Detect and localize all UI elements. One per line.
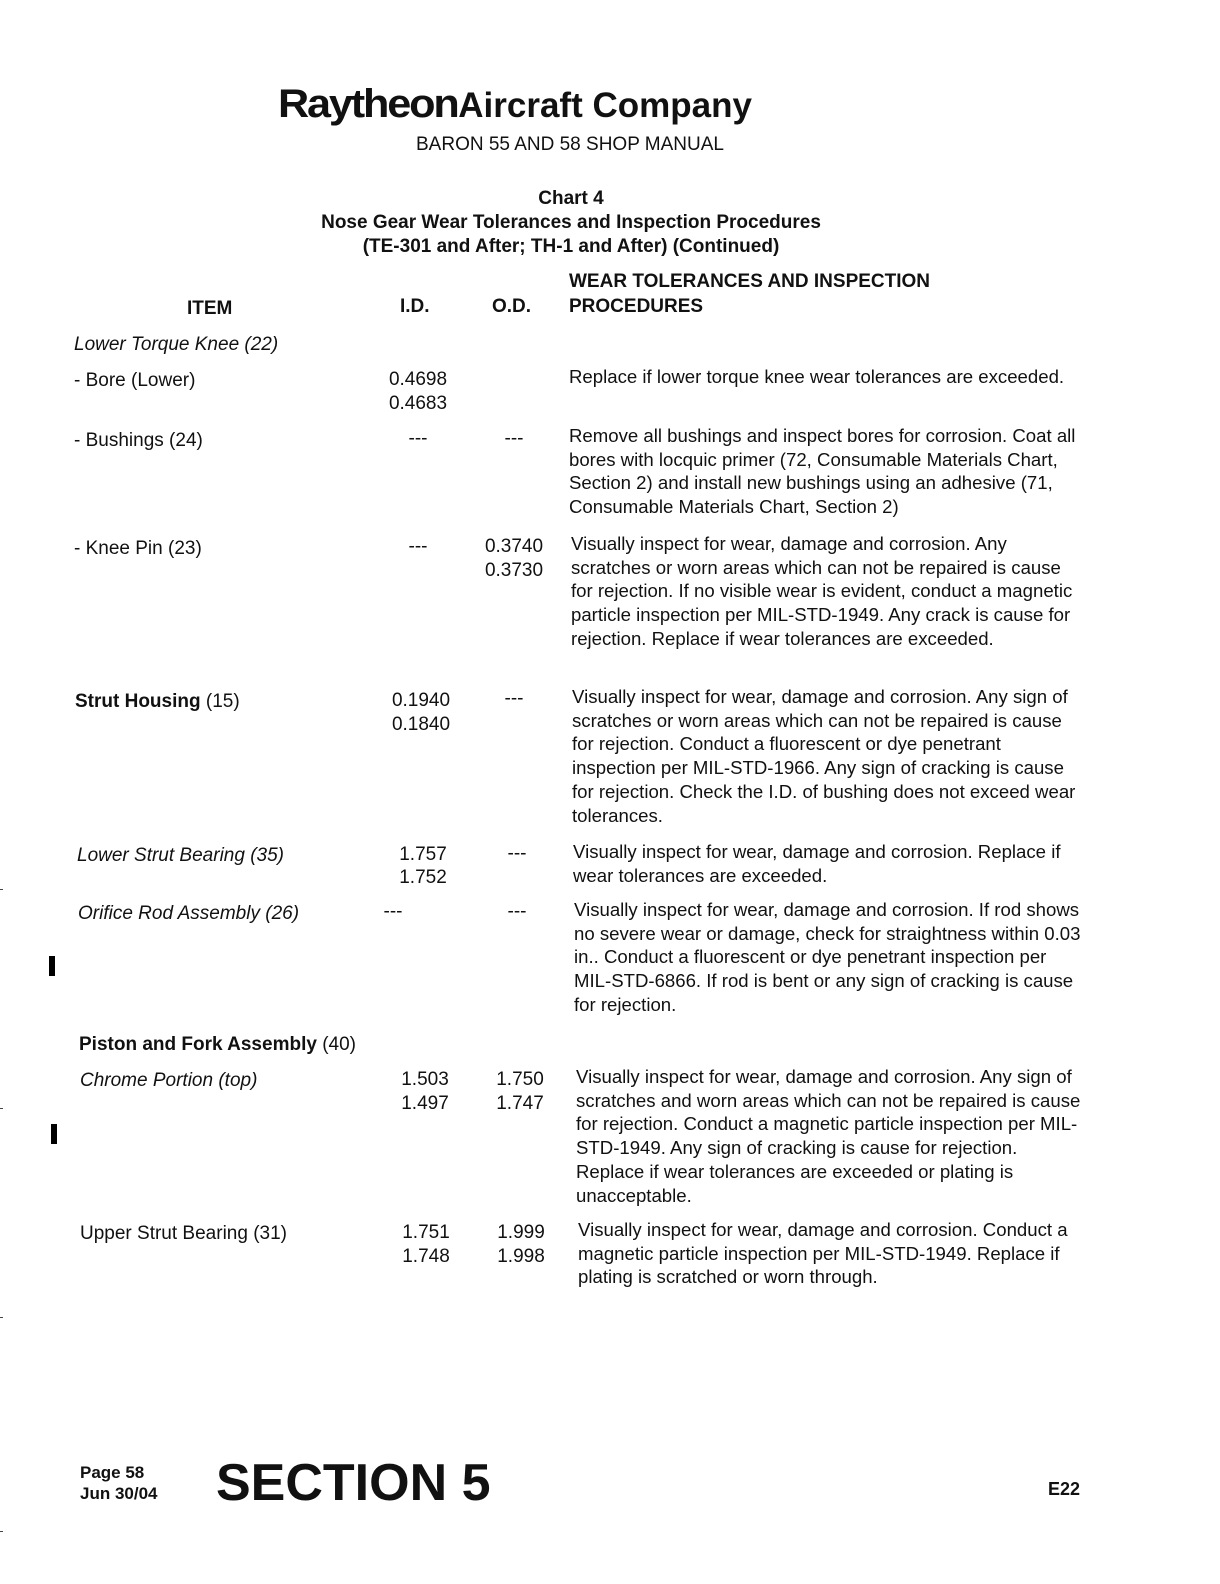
table-row-description: Visually inspect for wear, damage and corrosion. Any sign of scratches and worn areas which can not be repaired is cause for rejection. Conduct a magnetic particle inspection per MIL-STD-1949. Any sign of cracking is cause for rejection. Replace if wear tolerances are exceeded or plating is unacceptable. [576, 1066, 1081, 1206]
table-row-id-max: --- [408, 536, 428, 557]
table-row-id-max: 0.4698 [388, 369, 448, 390]
table-row-od-max: --- [504, 688, 524, 709]
column-header-id: I.D. [400, 296, 430, 317]
table-row-item: - Bore (Lower) [74, 370, 196, 391]
column-header-od: O.D. [492, 296, 532, 317]
table-row-od-min: 1.747 [496, 1093, 544, 1114]
table-row-id-min: 1.748 [402, 1246, 450, 1267]
page-code: E22 [1048, 1479, 1081, 1499]
table-row-od-max: --- [507, 843, 527, 864]
table-row-description: Visually inspect for wear, damage and corrosion. Replace if wear tolerances are exceeded. [573, 841, 1061, 886]
table-row-od-min: 0.3730 [484, 560, 544, 581]
table-row-item-ref: (15) [200, 691, 240, 712]
table-row-description: Replace if lower torque knee wear tolerances are exceeded. [569, 366, 1065, 387]
chart-subtitle: (TE-301 and After; TH-1 and After) (Continued) [362, 236, 780, 257]
brand-rest-text: Aircraft Company [458, 86, 752, 125]
change-bar [49, 956, 55, 976]
table-row-item-ref: (40) [316, 1034, 356, 1055]
section-title: SECTION 5 [216, 1454, 491, 1512]
brand-logo-text: Raytheon [278, 82, 458, 126]
change-bar [51, 1124, 57, 1144]
table-row-item: - Bushings (24) [74, 430, 203, 451]
table-row-item [79, 1033, 356, 1057]
margin-tick [0, 1317, 3, 1318]
revision-date: Jun 30/04 [80, 1484, 158, 1503]
table-row-id-max: 1.757 [399, 844, 447, 865]
table-row-item: Chrome Portion (top) [80, 1070, 258, 1091]
table-row-item: - Knee Pin (23) [74, 538, 202, 559]
chart-title: Nose Gear Wear Tolerances and Inspection Procedures [321, 212, 821, 233]
column-header-wear-line2: PROCEDURES [569, 296, 704, 317]
table-row-od-max: --- [504, 428, 524, 449]
table-row-id-max: 0.1940 [391, 690, 451, 711]
table-row-item-bold: Strut Housing [75, 691, 201, 712]
table-row-id-min: 0.4683 [388, 393, 448, 414]
table-row-description: Visually inspect for wear, damage and corrosion. If rod shows no severe wear or damage, check for straightness within 0.03 in.. Conduct a fluorescent or dye penetrant inspection per MIL-STD-6866. If rod is bent or any sign of cracking is cause for rejection. [574, 899, 1081, 1015]
table-row-id-min: 1.752 [399, 867, 447, 888]
margin-tick [0, 1531, 3, 1532]
chart-number: Chart 4 [538, 188, 604, 209]
footer-page-info [80, 1462, 158, 1504]
table-row-id-max: 1.503 [401, 1069, 449, 1090]
table-row-od-min: 1.998 [497, 1246, 545, 1267]
margin-tick [0, 889, 3, 890]
table-row-id-max: --- [383, 901, 403, 922]
table-row-od-max: 1.999 [497, 1222, 545, 1243]
table-row-item: Orifice Rod Assembly (26) [78, 903, 300, 924]
table-row-description: Remove all bushings and inspect bores for corrosion. Coat all bores with locquic primer (72, Consumable Materials Chart, Section 2) and install new bushings using an adhesive (71, Consumable Materials Chart, Section 2) [569, 425, 1076, 518]
table-row-item: Upper Strut Bearing (31) [80, 1223, 287, 1244]
table-row-item [75, 690, 240, 714]
table-row-od-max: --- [507, 901, 527, 922]
table-row-id-min: 1.497 [401, 1093, 449, 1114]
company-logo [278, 80, 752, 130]
table-row-item-bold: Piston and Fork Assembly [79, 1034, 317, 1055]
margin-tick [0, 1108, 3, 1109]
table-row-id-min: 0.1840 [391, 714, 451, 735]
table-row-description: Visually inspect for wear, damage and corrosion. Any scratches or worn areas which can not be repaired is cause for rejection. If no visible wear is evident, conduct a magnetic particle inspection per MIL-STD-1949. Any crack is cause for rejection. Replace if wear tolerances are exceeded. [571, 533, 1073, 649]
table-row-description: Visually inspect for wear, damage and corrosion. Any sign of scratches or worn areas which can not be repaired is cause for rejection. Conduct a fluorescent or dye penetrant inspection per MIL-STD-1966. Any sign of cracking is cause for rejection. Check the I.D. of bushing does not exceed wear tolerances. [572, 686, 1076, 826]
table-row-id-max: --- [408, 428, 428, 449]
table-row-description: Visually inspect for wear, damage and corrosion. Conduct a magnetic particle inspection per MIL-STD-1949. Replace if plating is scratched or worn through. [578, 1219, 1068, 1288]
page-number: Page 58 [80, 1463, 145, 1482]
manual-title: BARON 55 AND 58 SHOP MANUAL [416, 134, 724, 155]
table-row-item: Lower Torque Knee (22) [74, 334, 279, 355]
table-row-od-max: 1.750 [496, 1069, 544, 1090]
table-row-item: Lower Strut Bearing (35) [77, 845, 284, 866]
column-header-item: ITEM [187, 298, 233, 319]
table-row-id-max: 1.751 [402, 1222, 450, 1243]
table-row-od-max: 0.3740 [484, 536, 544, 557]
column-header-wear-line1: WEAR TOLERANCES AND INSPECTION [569, 271, 931, 292]
